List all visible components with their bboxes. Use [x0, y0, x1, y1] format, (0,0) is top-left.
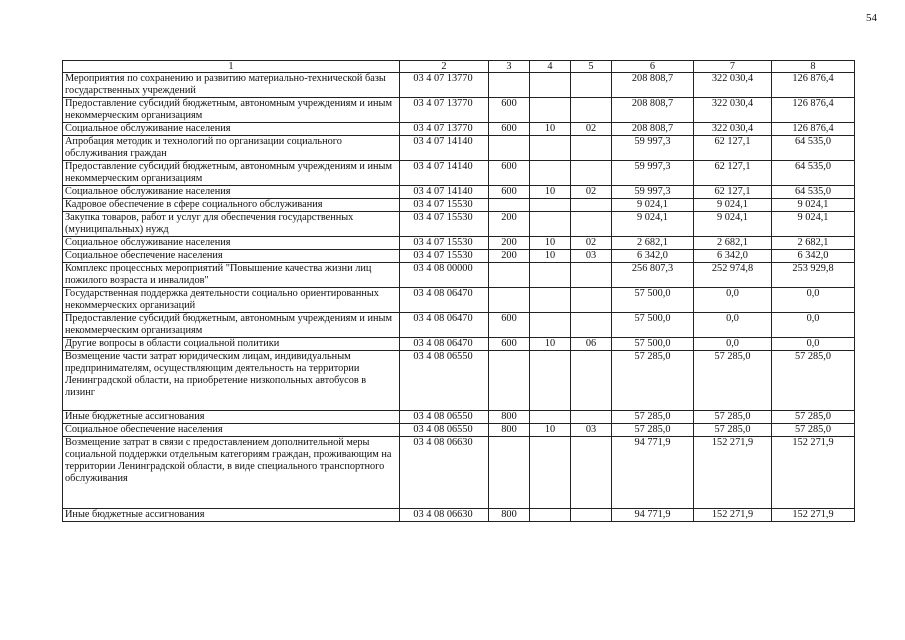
table-row: [63, 136, 855, 161]
row-value-col8: 126 876,4: [772, 73, 855, 98]
row-section-code: [530, 212, 571, 237]
row-value-col7: 152 271,9: [694, 509, 772, 522]
row-code: 03 4 07 15530: [400, 250, 489, 263]
row-value-col6: 57 500,0: [612, 288, 694, 313]
row-name: Закупка товаров, работ и услуг для обеспечения государственных (муниципальных) нужд: [63, 212, 400, 237]
row-code: 03 4 08 06630: [400, 437, 489, 509]
row-section-code: 10: [530, 250, 571, 263]
table-row: [63, 509, 855, 522]
table-row: [63, 338, 855, 351]
row-value-col6: 57 285,0: [612, 411, 694, 424]
row-type-code: 800: [489, 424, 530, 437]
row-code: 03 4 07 14140: [400, 136, 489, 161]
row-value-col7: 152 271,9: [694, 437, 772, 509]
row-value-col8: 2 682,1: [772, 237, 855, 250]
row-code: 03 4 08 06470: [400, 338, 489, 351]
row-value-col6: 256 807,3: [612, 263, 694, 288]
row-value-col8: 126 876,4: [772, 123, 855, 136]
table-row: [63, 73, 855, 98]
row-value-col8: 9 024,1: [772, 212, 855, 237]
row-name: Возмещение затрат в связи с предоставлением дополнительной меры социальной поддержки отдельным категориям граждан, проживающим на территории Ленинградской области, в виде специального транспортного обслуживания: [63, 437, 400, 509]
table-row: [63, 288, 855, 313]
row-code: 03 4 07 15530: [400, 212, 489, 237]
row-value-col6: 9 024,1: [612, 212, 694, 237]
row-value-col6: 57 285,0: [612, 424, 694, 437]
row-value-col8: 6 342,0: [772, 250, 855, 263]
table-row: [63, 250, 855, 263]
row-name: Социальное обслуживание населения: [63, 237, 400, 250]
row-value-col6: 2 682,1: [612, 237, 694, 250]
column-header: 3: [489, 61, 530, 73]
row-section-code: [530, 509, 571, 522]
row-subsection-code: [571, 199, 612, 212]
row-section-code: [530, 288, 571, 313]
row-subsection-code: [571, 351, 612, 411]
row-value-col6: 94 771,9: [612, 437, 694, 509]
row-type-code: 800: [489, 411, 530, 424]
row-section-code: 10: [530, 186, 571, 199]
row-name: Социальное обслуживание населения: [63, 123, 400, 136]
row-value-col6: 57 500,0: [612, 338, 694, 351]
row-name: Комплекс процессных мероприятий "Повышение качества жизни лиц пожилого возраста и инвалидов": [63, 263, 400, 288]
table-row: [63, 123, 855, 136]
row-value-col7: 0,0: [694, 313, 772, 338]
row-type-code: [489, 263, 530, 288]
table-row: [63, 411, 855, 424]
row-type-code: 600: [489, 338, 530, 351]
row-section-code: [530, 351, 571, 411]
table-row: [63, 199, 855, 212]
row-section-code: [530, 263, 571, 288]
row-value-col7: 252 974,8: [694, 263, 772, 288]
row-value-col8: 57 285,0: [772, 424, 855, 437]
row-subsection-code: 02: [571, 186, 612, 199]
row-name: Социальное обеспечение населения: [63, 250, 400, 263]
table-row: [63, 237, 855, 250]
table-header-row: [63, 61, 855, 73]
row-subsection-code: [571, 313, 612, 338]
column-header: 6: [612, 61, 694, 73]
row-value-col8: 0,0: [772, 313, 855, 338]
row-value-col6: 9 024,1: [612, 199, 694, 212]
row-section-code: 10: [530, 237, 571, 250]
row-value-col8: 253 929,8: [772, 263, 855, 288]
table-body: [63, 73, 855, 522]
row-section-code: [530, 98, 571, 123]
row-subsection-code: 03: [571, 424, 612, 437]
row-value-col8: 152 271,9: [772, 437, 855, 509]
row-code: 03 4 08 00000: [400, 263, 489, 288]
row-value-col7: 57 285,0: [694, 424, 772, 437]
column-header: 4: [530, 61, 571, 73]
row-subsection-code: 02: [571, 237, 612, 250]
row-value-col7: 57 285,0: [694, 411, 772, 424]
row-value-col7: 0,0: [694, 288, 772, 313]
row-value-col6: 208 808,7: [612, 73, 694, 98]
table-row: [63, 212, 855, 237]
row-value-col6: 57 285,0: [612, 351, 694, 411]
row-subsection-code: [571, 509, 612, 522]
row-section-code: [530, 136, 571, 161]
row-type-code: 600: [489, 313, 530, 338]
row-value-col6: 94 771,9: [612, 509, 694, 522]
row-value-col7: 62 127,1: [694, 161, 772, 186]
row-name: Государственная поддержка деятельности социально ориентированных некоммерческих организаций: [63, 288, 400, 313]
row-code: 03 4 08 06550: [400, 351, 489, 411]
row-name: Предоставление субсидий бюджетным, автономным учреждениям и иным некоммерческим организациям: [63, 313, 400, 338]
row-value-col8: 64 535,0: [772, 161, 855, 186]
row-value-col7: 322 030,4: [694, 73, 772, 98]
row-value-col7: 2 682,1: [694, 237, 772, 250]
table-row: [63, 313, 855, 338]
row-value-col7: 6 342,0: [694, 250, 772, 263]
row-name: Социальное обслуживание населения: [63, 186, 400, 199]
column-header: 1: [63, 61, 400, 73]
row-name: Мероприятия по сохранению и развитию материально-технической базы государственных учреждений: [63, 73, 400, 98]
row-type-code: 600: [489, 186, 530, 199]
row-code: 03 4 07 13770: [400, 98, 489, 123]
row-value-col8: 9 024,1: [772, 199, 855, 212]
row-code: 03 4 07 15530: [400, 199, 489, 212]
row-code: 03 4 07 15530: [400, 237, 489, 250]
row-section-code: 10: [530, 123, 571, 136]
row-subsection-code: [571, 98, 612, 123]
row-value-col7: 62 127,1: [694, 186, 772, 199]
page-number: 54: [866, 12, 877, 24]
row-section-code: [530, 161, 571, 186]
budget-table: [62, 60, 855, 522]
row-type-code: [489, 73, 530, 98]
row-name: Апробация методик и технологий по организации социального обслуживания граждан: [63, 136, 400, 161]
row-value-col7: 9 024,1: [694, 212, 772, 237]
table-row: [63, 424, 855, 437]
row-subsection-code: 02: [571, 123, 612, 136]
row-type-code: [489, 136, 530, 161]
row-subsection-code: 03: [571, 250, 612, 263]
row-type-code: 800: [489, 509, 530, 522]
row-subsection-code: [571, 161, 612, 186]
row-name: Кадровое обеспечение в сфере социального обслуживания: [63, 199, 400, 212]
row-type-code: 600: [489, 123, 530, 136]
row-value-col8: 57 285,0: [772, 351, 855, 411]
row-type-code: 200: [489, 237, 530, 250]
row-value-col6: 208 808,7: [612, 98, 694, 123]
row-section-code: [530, 199, 571, 212]
table-row: [63, 351, 855, 411]
row-code: 03 4 07 14140: [400, 186, 489, 199]
row-section-code: 10: [530, 338, 571, 351]
column-header: 8: [772, 61, 855, 73]
row-value-col6: 6 342,0: [612, 250, 694, 263]
row-subsection-code: [571, 212, 612, 237]
row-type-code: 600: [489, 161, 530, 186]
row-value-col7: 57 285,0: [694, 351, 772, 411]
row-subsection-code: [571, 288, 612, 313]
row-value-col7: 322 030,4: [694, 98, 772, 123]
row-value-col8: 126 876,4: [772, 98, 855, 123]
row-name: Предоставление субсидий бюджетным, автономным учреждениям и иным некоммерческим организациям: [63, 161, 400, 186]
row-code: 03 4 07 14140: [400, 161, 489, 186]
row-subsection-code: [571, 73, 612, 98]
row-code: 03 4 08 06470: [400, 313, 489, 338]
row-name: Предоставление субсидий бюджетным, автономным учреждениям и иным некоммерческим организациям: [63, 98, 400, 123]
row-code: 03 4 08 06470: [400, 288, 489, 313]
row-section-code: [530, 411, 571, 424]
row-name: Возмещение части затрат юридическим лицам, индивидуальным предпринимателям, осуществляющим деятельность на территории Ленинградской области, на приобретение низкопольных автобусов в лизинг: [63, 351, 400, 411]
row-name: Социальное обеспечение населения: [63, 424, 400, 437]
table-row: [63, 263, 855, 288]
row-subsection-code: [571, 136, 612, 161]
row-value-col8: 0,0: [772, 338, 855, 351]
row-value-col6: 59 997,3: [612, 186, 694, 199]
table-row: [63, 161, 855, 186]
row-code: 03 4 08 06630: [400, 509, 489, 522]
row-value-col6: 208 808,7: [612, 123, 694, 136]
row-value-col6: 59 997,3: [612, 161, 694, 186]
row-value-col8: 57 285,0: [772, 411, 855, 424]
row-value-col7: 9 024,1: [694, 199, 772, 212]
table-row: [63, 186, 855, 199]
row-code: 03 4 07 13770: [400, 73, 489, 98]
row-subsection-code: [571, 263, 612, 288]
row-code: 03 4 08 06550: [400, 411, 489, 424]
row-code: 03 4 08 06550: [400, 424, 489, 437]
row-name: Иные бюджетные ассигнования: [63, 509, 400, 522]
row-section-code: [530, 73, 571, 98]
row-subsection-code: 06: [571, 338, 612, 351]
row-value-col6: 59 997,3: [612, 136, 694, 161]
row-code: 03 4 07 13770: [400, 123, 489, 136]
row-value-col8: 152 271,9: [772, 509, 855, 522]
row-subsection-code: [571, 411, 612, 424]
row-type-code: [489, 288, 530, 313]
row-value-col7: 322 030,4: [694, 123, 772, 136]
row-type-code: 200: [489, 212, 530, 237]
row-name: Другие вопросы в области социальной политики: [63, 338, 400, 351]
row-type-code: [489, 351, 530, 411]
column-header: 2: [400, 61, 489, 73]
row-value-col8: 64 535,0: [772, 136, 855, 161]
row-section-code: [530, 313, 571, 338]
table-row: [63, 98, 855, 123]
row-value-col7: 62 127,1: [694, 136, 772, 161]
row-type-code: 200: [489, 250, 530, 263]
row-value-col8: 64 535,0: [772, 186, 855, 199]
row-value-col8: 0,0: [772, 288, 855, 313]
table-row: [63, 437, 855, 509]
column-header: 5: [571, 61, 612, 73]
row-value-col7: 0,0: [694, 338, 772, 351]
row-type-code: [489, 437, 530, 509]
row-section-code: [530, 437, 571, 509]
row-value-col6: 57 500,0: [612, 313, 694, 338]
row-name: Иные бюджетные ассигнования: [63, 411, 400, 424]
row-type-code: [489, 199, 530, 212]
row-type-code: 600: [489, 98, 530, 123]
column-header: 7: [694, 61, 772, 73]
row-subsection-code: [571, 437, 612, 509]
row-section-code: 10: [530, 424, 571, 437]
